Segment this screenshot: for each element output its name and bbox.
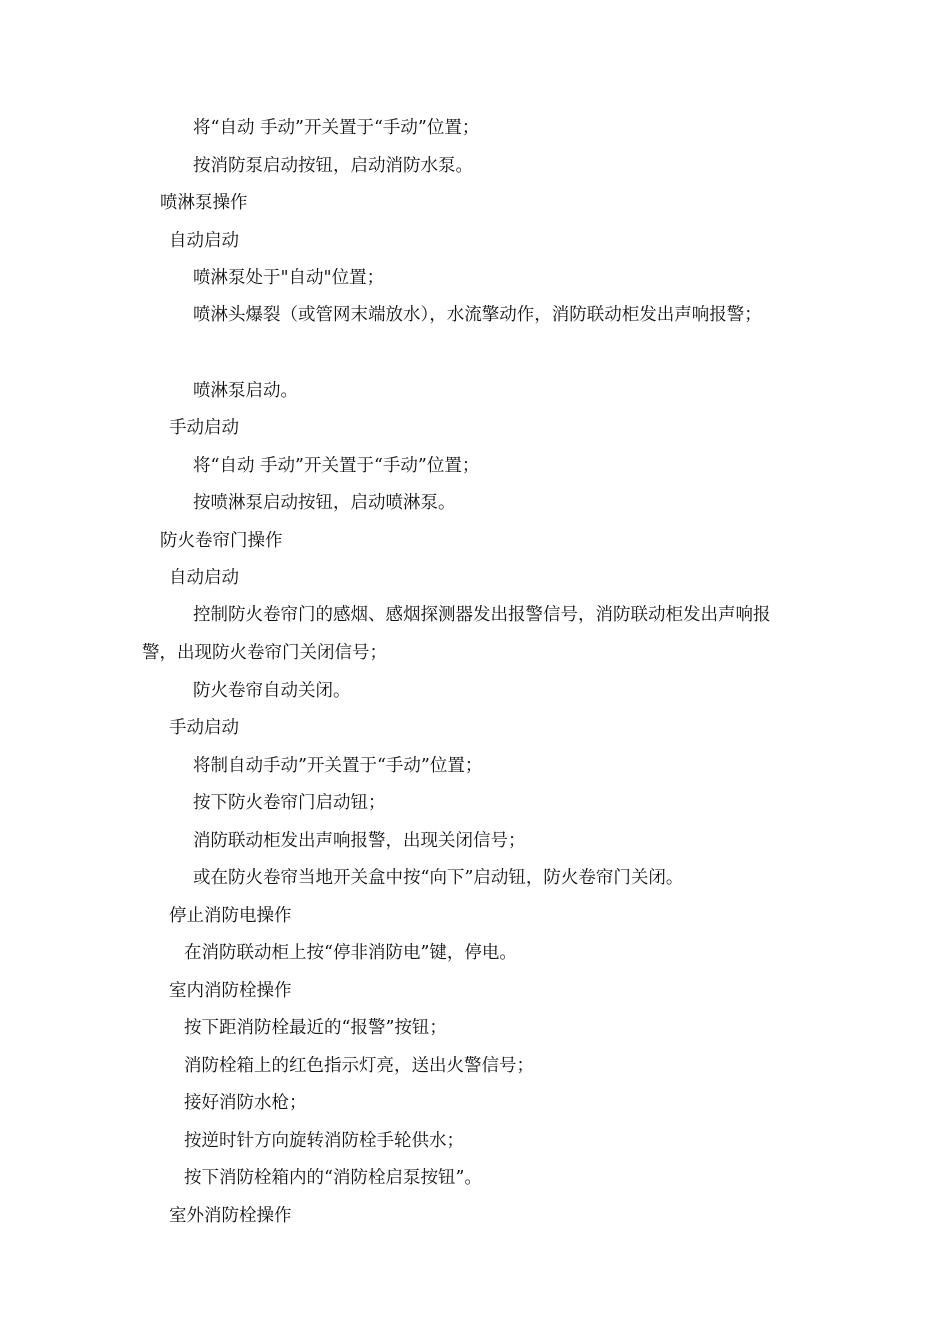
text-line: 在消防联动柜上按“停非消防电”键，停电。: [184, 943, 517, 963]
subsection-heading: 自动启动: [169, 231, 239, 251]
text-line: 喷淋泵处于"自动"位置；: [193, 268, 385, 288]
section-heading: 喷淋泵操作: [160, 193, 248, 213]
text-line: 按下距消防栓最近的“报警”按钮；: [184, 1018, 447, 1038]
text-line: 接好消防水枪；: [184, 1093, 307, 1113]
text-line: 防火卷帘自动关闭。: [193, 681, 351, 701]
text-line: 将“自动 手动”开关置于“手动”位置；: [193, 118, 480, 138]
text-line: 消防联动柜发出声响报警，出现关闭信号；: [193, 831, 526, 851]
section-heading: 室外消防栓操作: [169, 1206, 292, 1226]
text-line: 消防栓箱上的红色指示灯亮，送出火警信号；: [184, 1056, 534, 1076]
text-paragraph: 喷淋头爆裂（或管网末端放水），水流擎动作，消防联动柜发出声响报警；: [193, 305, 762, 325]
section-heading: 停止消防电操作: [169, 906, 292, 926]
text-line: 或在防火卷帘当地开关盒中按“向下”启动钮，防火卷帘门关闭。: [193, 868, 684, 888]
text-line: 按喷淋泵启动按钮，启动喷淋泵。: [193, 493, 456, 513]
text-line: 将制自动手动”开关置于“手动”位置；: [193, 756, 483, 776]
text-line: 按消防泵启动按钮，启动消防水泵。: [193, 156, 473, 176]
text-line: 喷淋泵启动。: [193, 381, 298, 401]
text-paragraph: 控制防火卷帘门的感烟、感烟探测器发出报警信号，消防联动柜发出声响报警，出现防火卷帘门关闭信号；: [142, 605, 771, 663]
section-heading: 防火卷帘门操作: [160, 531, 283, 551]
section-heading: 室内消防栓操作: [169, 981, 292, 1001]
text-line: 按下防火卷帘门启动钮；: [193, 793, 386, 813]
text-line: 将“自动 手动”开关置于“手动”位置；: [193, 456, 480, 476]
subsection-heading: 手动启动: [169, 418, 239, 438]
text-line: 按下消防栓箱内的“消防栓启泵按钮”。: [184, 1168, 482, 1188]
subsection-heading: 自动启动: [169, 568, 239, 588]
subsection-heading: 手动启动: [169, 718, 239, 738]
text-line: 按逆时针方向旋转消防栓手轮供水；: [184, 1131, 464, 1151]
